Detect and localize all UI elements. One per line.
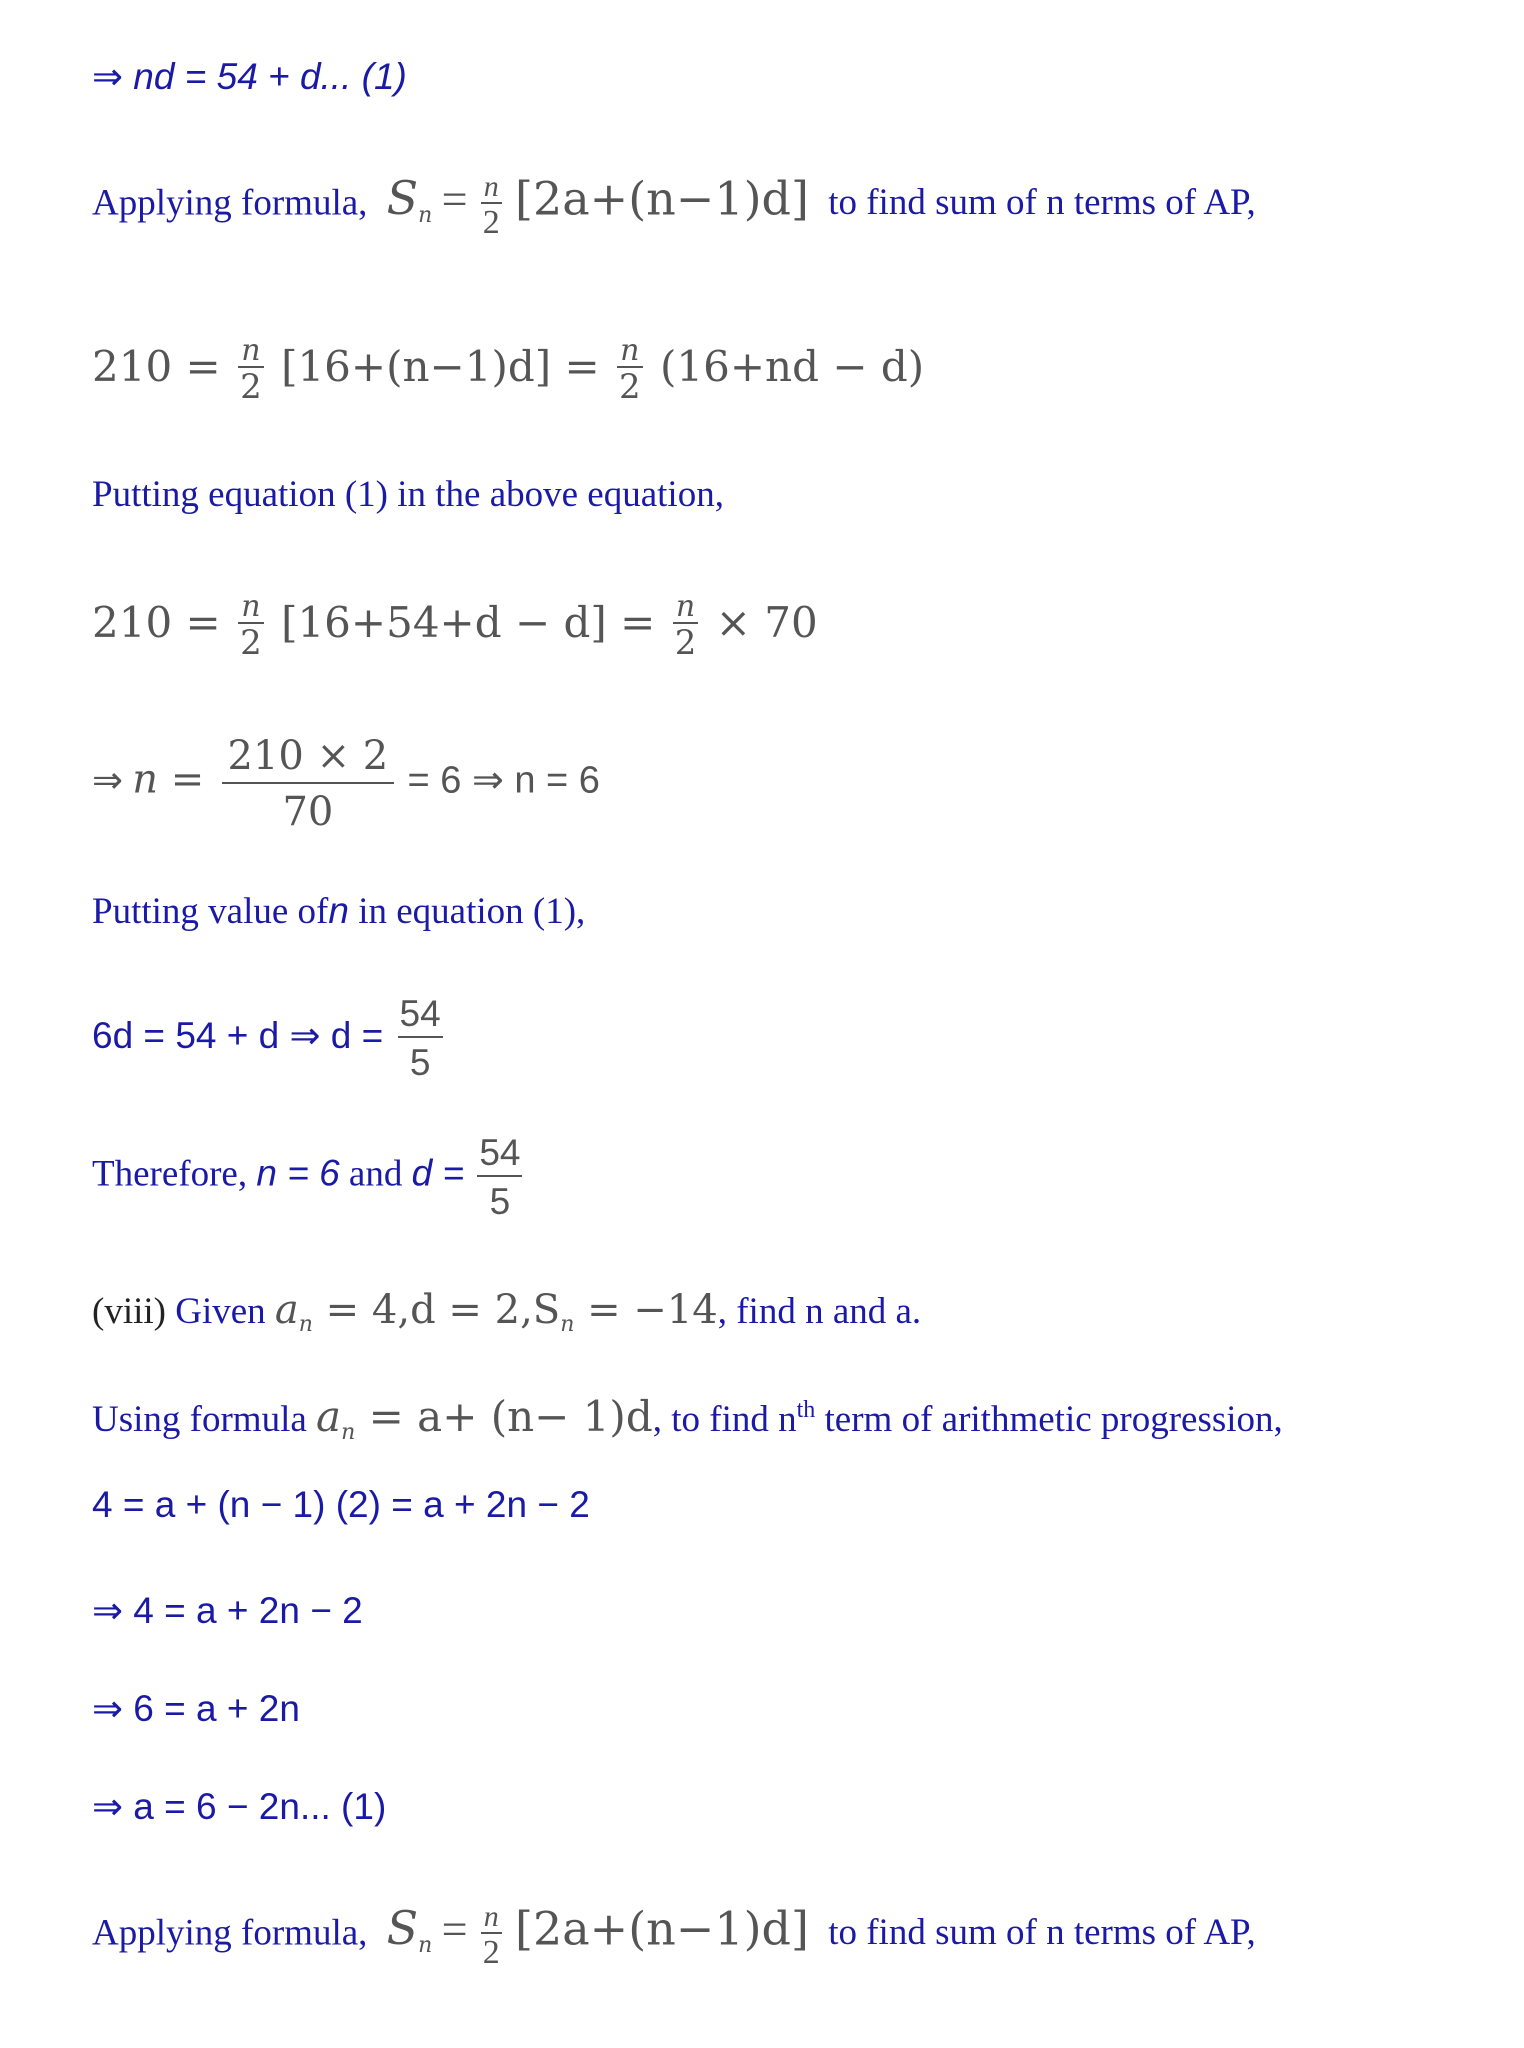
- trailing-text-a: , to find n: [652, 1399, 797, 1440]
- text-a: Putting value of: [92, 891, 329, 932]
- th-superscript: th: [796, 1397, 816, 1423]
- trailing-text: to find sum of n terms of AP,: [828, 1912, 1256, 1954]
- equation-line-12: 4 = a + (n − 1) (2) = a + 2n − 2: [92, 1484, 590, 1525]
- sum-formula-line-2: [92, 1902, 1256, 1970]
- d-label: d =: [411, 1152, 465, 1194]
- equation-line-14: [92, 1690, 300, 1727]
- lhs: n =: [132, 756, 205, 803]
- equation-line-5: [92, 589, 818, 663]
- equation-line-3: [92, 333, 925, 407]
- fraction-54-over-5: $\frac{54}{5}$: [479, 1132, 521, 1222]
- and-word: and: [348, 1153, 403, 1195]
- text-line-4: Putting equation (1) in the above equation,: [92, 474, 724, 515]
- sn-symbol: $S_n$: [386, 1901, 433, 1959]
- implies-arrow: ⇒: [92, 759, 124, 801]
- question-label: (viii): [92, 1291, 166, 1332]
- implies-arrow: ⇒: [92, 1590, 124, 1631]
- implies-arrow: ⇒: [92, 1688, 124, 1729]
- equation-line-6: [92, 733, 600, 835]
- expression-part-2: (16+nd − d): [660, 342, 925, 391]
- variable-n: n: [328, 890, 349, 931]
- intro-text: Using formula: [92, 1399, 307, 1440]
- equation-text: nd = 54 + d... (1): [133, 56, 407, 97]
- conclusion-line: [92, 1134, 526, 1220]
- equation-text: a = 6 − 2n... (1): [133, 1786, 387, 1827]
- intro-text: Applying formula,: [92, 1912, 368, 1954]
- equation-line-8: [92, 995, 447, 1081]
- text-a: Therefore,: [92, 1153, 248, 1195]
- fraction-n-over-2: $\frac{n}{2}$: [619, 333, 641, 407]
- sn-symbol: $S_n$: [386, 171, 433, 229]
- given-values: $a_n = 4,d = 2,S_n = -14$: [274, 1287, 718, 1337]
- text-b: in equation (1),: [358, 891, 586, 932]
- implies-arrow: ⇒: [92, 56, 124, 97]
- trailing-text: , find n and a.: [717, 1291, 922, 1332]
- equation-text: 6d = 54 + d ⇒ d =: [92, 1014, 384, 1056]
- equals-sign: =: [441, 173, 468, 225]
- bracket-expression: [2a+(n−1)d]: [515, 1901, 809, 1956]
- lhs: 210 =: [92, 342, 221, 391]
- text-line-7: [92, 892, 585, 930]
- result: = 6 ⇒ n = 6: [407, 759, 600, 802]
- equation-line-13: [92, 1592, 363, 1629]
- implies-arrow: ⇒: [92, 1786, 124, 1827]
- trailing-text-b: term of arithmetic progression,: [824, 1399, 1283, 1440]
- fraction-n-over-2: $\frac{n}{2}$: [674, 589, 697, 663]
- expression-part-2: × 70: [715, 598, 818, 647]
- nth-term-formula: $a_n = a+ (n- 1)d$: [316, 1392, 653, 1445]
- nth-term-formula-line: [92, 1392, 1283, 1445]
- fraction-n-over-2: $\frac{n}{2}$: [240, 333, 262, 407]
- equation-text: 4 = a + 2n − 2: [133, 1590, 363, 1631]
- fraction-54-over-5: $\frac{54}{5}$: [399, 993, 441, 1083]
- intro-text: Applying formula,: [92, 182, 368, 224]
- trailing-text: to find sum of n terms of AP,: [828, 182, 1256, 224]
- expression-part-1: [16+(n−1)d] =: [281, 342, 600, 391]
- lhs: 210 =: [92, 598, 221, 647]
- given-word: Given: [175, 1291, 266, 1332]
- expression-part-1: [16+54+d − d] =: [281, 598, 656, 647]
- sum-formula-line: [92, 172, 1256, 240]
- n-value: n = 6: [256, 1152, 340, 1194]
- fraction-n-over-2: $\frac{n}{2}$: [482, 170, 500, 241]
- equals-sign: =: [441, 1903, 468, 1955]
- fraction-n-over-2: $\frac{n}{2}$: [482, 1900, 500, 1971]
- bracket-expression: [2a+(n−1)d]: [515, 171, 809, 226]
- fraction-n-over-2: $\frac{n}{2}$: [240, 589, 262, 663]
- equation-text: 6 = a + 2n: [133, 1688, 300, 1729]
- question-viii-line: [92, 1287, 922, 1337]
- equation-line-15: [92, 1788, 386, 1825]
- equation-line-1: [92, 58, 407, 95]
- fraction-210x2-over-70: $\frac{210 \times 2}{70}$: [222, 736, 395, 832]
